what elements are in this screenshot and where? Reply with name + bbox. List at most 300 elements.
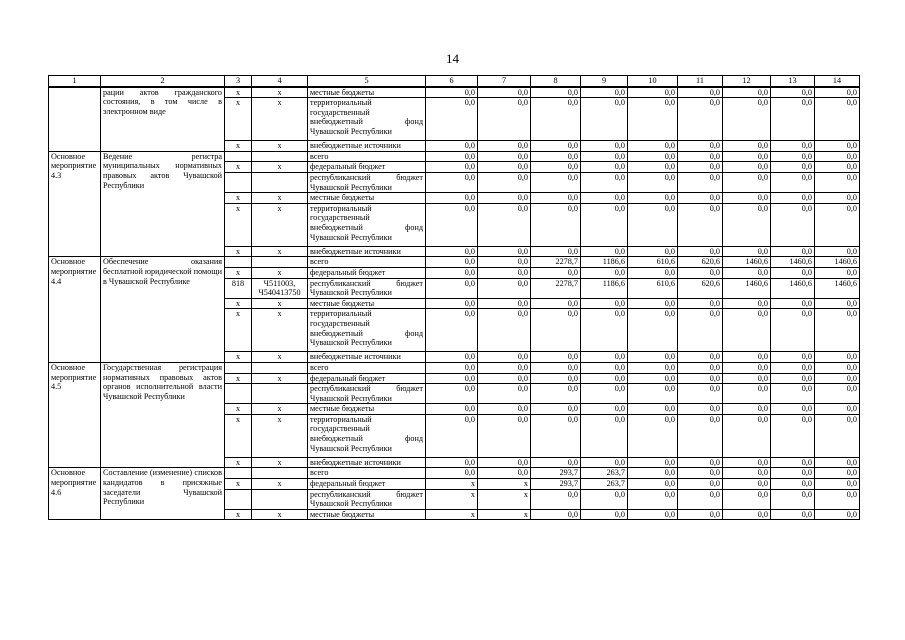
amount-cell: 0,0 (678, 352, 723, 363)
budget-classification-code (252, 257, 308, 268)
column-number: 8 (531, 76, 581, 87)
amount-cell: 0,0 (628, 87, 678, 98)
amount-cell: 0,0 (815, 362, 860, 373)
amount-cell: 0,0 (678, 172, 723, 192)
amount-cell: 0,0 (581, 509, 628, 520)
amount-cell: 0,0 (723, 151, 771, 162)
amount-cell: 0,0 (815, 87, 860, 98)
amount-cell: 1460,6 (771, 278, 815, 298)
funding-source: всего (308, 151, 426, 162)
funding-source: местные бюджеты (308, 193, 426, 204)
amount-cell: 0,0 (678, 203, 723, 246)
amount-cell: 0,0 (478, 162, 531, 173)
column-number: 10 (628, 76, 678, 87)
amount-cell: 0,0 (678, 509, 723, 520)
funding-source: всего (308, 468, 426, 479)
amount-cell: 0,0 (478, 151, 531, 162)
budget-classification-code: x (252, 267, 308, 278)
column-number: 12 (723, 76, 771, 87)
amount-cell: 0,0 (478, 384, 531, 404)
amount-cell: 0,0 (581, 352, 628, 363)
amount-cell: 0,0 (531, 172, 581, 192)
amount-cell: 0,0 (678, 98, 723, 141)
budget-classification-code: x (252, 246, 308, 257)
amount-cell: 0,0 (678, 193, 723, 204)
amount-cell: 0,0 (478, 98, 531, 141)
amount-cell: 0,0 (581, 373, 628, 384)
funding-source: республиканский бюджет Чувашской Республики (308, 278, 426, 298)
amount-cell: 0,0 (723, 203, 771, 246)
amount-cell: 0,0 (815, 98, 860, 141)
event-label (49, 87, 101, 152)
amount-cell: 0,0 (678, 162, 723, 173)
amount-cell: 0,0 (723, 414, 771, 457)
amount-cell: 0,0 (628, 203, 678, 246)
amount-cell: 0,0 (531, 352, 581, 363)
amount-cell: 0,0 (815, 151, 860, 162)
amount-cell: х (478, 489, 531, 509)
amount-cell: 0,0 (478, 87, 531, 98)
funding-source: республиканский бюджет Чувашской Республики (308, 489, 426, 509)
amount-cell: 1460,6 (771, 257, 815, 268)
funding-source: внебюджетные источники (308, 141, 426, 152)
amount-cell: 0,0 (478, 203, 531, 246)
funding-source: республиканский бюджет Чувашской Республики (308, 384, 426, 404)
amount-cell: 0,0 (581, 309, 628, 352)
column-number: 6 (426, 76, 478, 87)
amount-cell: 293,7 (531, 479, 581, 490)
amount-cell: 0,0 (531, 203, 581, 246)
budget-classification-code: x (252, 141, 308, 152)
amount-cell: 610,6 (628, 257, 678, 268)
responsible-code: x (225, 162, 252, 173)
amount-cell: 263,7 (581, 479, 628, 490)
amount-cell: 0,0 (581, 87, 628, 98)
responsible-code: x (225, 373, 252, 384)
amount-cell: 0,0 (771, 384, 815, 404)
amount-cell: 0,0 (815, 479, 860, 490)
amount-cell: 0,0 (771, 141, 815, 152)
amount-cell: 0,0 (771, 151, 815, 162)
amount-cell: 0,0 (771, 509, 815, 520)
budget-classification-code: x (252, 479, 308, 490)
amount-cell: 0,0 (478, 246, 531, 257)
amount-cell: 0,0 (478, 298, 531, 309)
amount-cell: 0,0 (771, 246, 815, 257)
amount-cell: 293,7 (531, 468, 581, 479)
amount-cell: 0,0 (531, 193, 581, 204)
budget-classification-code: x (252, 87, 308, 98)
funding-source: местные бюджеты (308, 509, 426, 520)
budget-classification-code: x (252, 162, 308, 173)
responsible-code: x (225, 414, 252, 457)
column-number-row (49, 76, 860, 87)
amount-cell: 0,0 (771, 404, 815, 415)
amount-cell: 0,0 (581, 384, 628, 404)
amount-cell: 0,0 (628, 309, 678, 352)
amount-cell: 0,0 (426, 151, 478, 162)
amount-cell: 0,0 (531, 298, 581, 309)
amount-cell: х (426, 479, 478, 490)
amount-cell: 263,7 (581, 468, 628, 479)
column-number: 5 (308, 76, 426, 87)
amount-cell: 0,0 (478, 404, 531, 415)
event-label: Основное мероприятие 4.6 (49, 468, 101, 520)
funding-source: федеральный бюджет (308, 162, 426, 173)
budget-classification-code: x (252, 457, 308, 468)
responsible-code (225, 489, 252, 509)
column-number: 3 (225, 76, 252, 87)
amount-cell: 0,0 (426, 193, 478, 204)
amount-cell: 0,0 (723, 362, 771, 373)
amount-cell: 0,0 (531, 98, 581, 141)
amount-cell: 1460,6 (723, 278, 771, 298)
amount-cell: 0,0 (815, 172, 860, 192)
responsible-code (225, 468, 252, 479)
amount-cell: 0,0 (678, 414, 723, 457)
amount-cell: 0,0 (723, 246, 771, 257)
amount-cell: 0,0 (426, 162, 478, 173)
column-number: 4 (252, 76, 308, 87)
amount-cell: 0,0 (815, 309, 860, 352)
amount-cell: 0,0 (581, 172, 628, 192)
amount-cell: 0,0 (723, 162, 771, 173)
amount-cell: 0,0 (426, 267, 478, 278)
amount-cell: 0,0 (478, 309, 531, 352)
budget-classification-code: x (252, 404, 308, 415)
amount-cell: 0,0 (771, 373, 815, 384)
amount-cell: 0,0 (628, 246, 678, 257)
funding-source: федеральный бюджет (308, 479, 426, 490)
amount-cell: 0,0 (678, 309, 723, 352)
amount-cell: 0,0 (581, 162, 628, 173)
responsible-code: x (225, 203, 252, 246)
amount-cell: х (478, 509, 531, 520)
amount-cell: 0,0 (678, 87, 723, 98)
amount-cell: 0,0 (531, 489, 581, 509)
amount-cell: х (478, 479, 531, 490)
budget-classification-code: x (252, 352, 308, 363)
amount-cell: 0,0 (771, 468, 815, 479)
amount-cell: 0,0 (531, 141, 581, 152)
amount-cell: 0,0 (678, 373, 723, 384)
amount-cell: 0,0 (723, 468, 771, 479)
amount-cell: 0,0 (478, 468, 531, 479)
page-number: 14 (446, 51, 459, 66)
amount-cell: 610,6 (628, 278, 678, 298)
amount-cell: 0,0 (478, 362, 531, 373)
amount-cell: 2278,7 (531, 257, 581, 268)
amount-cell: 0,0 (478, 352, 531, 363)
amount-cell: 0,0 (531, 384, 581, 404)
amount-cell: 0,0 (815, 489, 860, 509)
responsible-code: x (225, 141, 252, 152)
amount-cell: 0,0 (581, 203, 628, 246)
funding-source: территориальный государственный внебюджетный фонд Чувашской Республики (308, 414, 426, 457)
amount-cell: 0,0 (723, 479, 771, 490)
event-label: Основное мероприятие 4.4 (49, 257, 101, 363)
budget-table (48, 75, 860, 520)
amount-cell: 0,0 (815, 384, 860, 404)
amount-cell: 0,0 (815, 509, 860, 520)
amount-cell: 0,0 (581, 414, 628, 457)
responsible-code: x (225, 352, 252, 363)
budget-classification-code: x (252, 309, 308, 352)
amount-cell: 0,0 (426, 414, 478, 457)
amount-cell: 0,0 (723, 172, 771, 192)
amount-cell: 0,0 (723, 509, 771, 520)
amount-cell: 0,0 (426, 141, 478, 152)
table-row (49, 257, 860, 268)
amount-cell: 0,0 (723, 373, 771, 384)
responsible-code: x (225, 309, 252, 352)
amount-cell: 0,0 (771, 298, 815, 309)
amount-cell: 0,0 (678, 457, 723, 468)
responsible-code: x (225, 267, 252, 278)
funding-source: территориальный государственный внебюджетный фонд Чувашской Республики (308, 98, 426, 141)
amount-cell: 0,0 (581, 362, 628, 373)
amount-cell: 0,0 (426, 373, 478, 384)
amount-cell: 0,0 (723, 267, 771, 278)
amount-cell: 0,0 (628, 362, 678, 373)
amount-cell: 0,0 (678, 362, 723, 373)
column-number: 13 (771, 76, 815, 87)
amount-cell: 0,0 (426, 172, 478, 192)
column-number: 14 (815, 76, 860, 87)
amount-cell: 0,0 (426, 203, 478, 246)
funding-source: федеральный бюджет (308, 373, 426, 384)
amount-cell: 0,0 (723, 404, 771, 415)
amount-cell: 0,0 (771, 98, 815, 141)
amount-cell: 0,0 (723, 193, 771, 204)
column-number: 2 (101, 76, 225, 87)
responsible-code: x (225, 404, 252, 415)
responsible-code: x (225, 457, 252, 468)
funding-source: местные бюджеты (308, 298, 426, 309)
amount-cell: 2278,7 (531, 278, 581, 298)
amount-cell: 0,0 (771, 362, 815, 373)
amount-cell: 0,0 (628, 373, 678, 384)
table-row (49, 87, 860, 98)
event-name: Государственная регистрация нормативных правовых актов органов исполнительной власти Чувашской Республики (101, 362, 225, 468)
amount-cell: 0,0 (678, 246, 723, 257)
budget-classification-code (252, 384, 308, 404)
responsible-code: 818 (225, 278, 252, 298)
amount-cell: 0,0 (531, 246, 581, 257)
amount-cell: 1186,6 (581, 257, 628, 268)
budget-classification-code: Ч511003, Ч540413750 (252, 278, 308, 298)
amount-cell: 0,0 (628, 151, 678, 162)
amount-cell: 0,0 (628, 352, 678, 363)
amount-cell: 0,0 (426, 257, 478, 268)
amount-cell: 0,0 (815, 298, 860, 309)
funding-source: федеральный бюджет (308, 267, 426, 278)
budget-classification-code: x (252, 414, 308, 457)
amount-cell: 0,0 (628, 509, 678, 520)
amount-cell: 0,0 (628, 98, 678, 141)
amount-cell: 0,0 (531, 509, 581, 520)
funding-source: внебюджетные источники (308, 246, 426, 257)
column-number: 1 (49, 76, 101, 87)
amount-cell: 0,0 (815, 246, 860, 257)
amount-cell: 0,0 (815, 203, 860, 246)
amount-cell: 0,0 (815, 404, 860, 415)
amount-cell: 0,0 (678, 479, 723, 490)
budget-classification-code (252, 151, 308, 162)
amount-cell: 0,0 (771, 87, 815, 98)
amount-cell: 0,0 (678, 267, 723, 278)
amount-cell: 0,0 (678, 141, 723, 152)
budget-classification-code: x (252, 373, 308, 384)
responsible-code (225, 257, 252, 268)
amount-cell: 0,0 (771, 309, 815, 352)
budget-classification-code: x (252, 509, 308, 520)
amount-cell: 0,0 (478, 267, 531, 278)
amount-cell: 0,0 (426, 278, 478, 298)
amount-cell: 0,0 (723, 384, 771, 404)
amount-cell: 0,0 (815, 373, 860, 384)
funding-source: местные бюджеты (308, 87, 426, 98)
amount-cell: 0,0 (771, 489, 815, 509)
budget-classification-code: x (252, 203, 308, 246)
amount-cell: 0,0 (678, 298, 723, 309)
funding-source: местные бюджеты (308, 404, 426, 415)
amount-cell: 0,0 (678, 468, 723, 479)
table-row (49, 468, 860, 479)
budget-classification-code (252, 468, 308, 479)
amount-cell: 0,0 (581, 98, 628, 141)
amount-cell: 1460,6 (723, 257, 771, 268)
amount-cell: 0,0 (581, 457, 628, 468)
funding-source: внебюджетные источники (308, 457, 426, 468)
budget-classification-code (252, 172, 308, 192)
amount-cell: 0,0 (628, 298, 678, 309)
amount-cell: 0,0 (531, 162, 581, 173)
event-label: Основное мероприятие 4.3 (49, 151, 101, 257)
amount-cell: 0,0 (771, 162, 815, 173)
responsible-code: x (225, 193, 252, 204)
amount-cell: 0,0 (678, 489, 723, 509)
amount-cell: 0,0 (723, 141, 771, 152)
amount-cell: 0,0 (628, 162, 678, 173)
responsible-code: x (225, 246, 252, 257)
amount-cell: 0,0 (426, 246, 478, 257)
amount-cell: 0,0 (723, 457, 771, 468)
amount-cell: 0,0 (478, 257, 531, 268)
responsible-code: x (225, 479, 252, 490)
responsible-code (225, 384, 252, 404)
amount-cell: 0,0 (426, 309, 478, 352)
amount-cell: 0,0 (678, 384, 723, 404)
amount-cell: 0,0 (815, 141, 860, 152)
table-body (49, 76, 860, 520)
amount-cell: 0,0 (815, 457, 860, 468)
amount-cell: 0,0 (628, 404, 678, 415)
amount-cell: 0,0 (531, 151, 581, 162)
amount-cell: 0,0 (678, 404, 723, 415)
amount-cell: 0,0 (815, 193, 860, 204)
funding-source: всего (308, 257, 426, 268)
amount-cell: 0,0 (628, 414, 678, 457)
amount-cell: 0,0 (478, 193, 531, 204)
amount-cell: 0,0 (628, 384, 678, 404)
amount-cell: 0,0 (581, 298, 628, 309)
event-name: Составление (изменение) списков кандидатов в присяжные заседатели Чувашской Республики (101, 468, 225, 520)
table-row (49, 362, 860, 373)
amount-cell: 0,0 (426, 298, 478, 309)
responsible-code (225, 172, 252, 192)
amount-cell: 0,0 (628, 489, 678, 509)
responsible-code (225, 151, 252, 162)
amount-cell: 0,0 (581, 193, 628, 204)
amount-cell: 0,0 (771, 414, 815, 457)
amount-cell: 0,0 (426, 384, 478, 404)
amount-cell: 0,0 (771, 457, 815, 468)
amount-cell: 1460,6 (815, 257, 860, 268)
amount-cell: 1460,6 (815, 278, 860, 298)
amount-cell: 0,0 (531, 414, 581, 457)
amount-cell: 0,0 (531, 87, 581, 98)
responsible-code: x (225, 298, 252, 309)
budget-classification-code: x (252, 98, 308, 141)
amount-cell: 0,0 (723, 98, 771, 141)
amount-cell: 0,0 (478, 141, 531, 152)
amount-cell: 0,0 (723, 309, 771, 352)
amount-cell: 0,0 (628, 141, 678, 152)
budget-classification-code (252, 362, 308, 373)
event-name: рации актов гражданского состояния, в том числе в электронном виде (101, 87, 225, 152)
amount-cell: 0,0 (478, 457, 531, 468)
amount-cell: 0,0 (426, 404, 478, 415)
amount-cell: 0,0 (628, 267, 678, 278)
amount-cell: 0,0 (815, 352, 860, 363)
amount-cell: 0,0 (478, 172, 531, 192)
amount-cell: 0,0 (771, 479, 815, 490)
amount-cell: 0,0 (426, 468, 478, 479)
amount-cell: 0,0 (531, 404, 581, 415)
column-number: 11 (678, 76, 723, 87)
amount-cell: 0,0 (426, 457, 478, 468)
amount-cell: 0,0 (771, 203, 815, 246)
amount-cell: 0,0 (426, 87, 478, 98)
amount-cell: 0,0 (723, 298, 771, 309)
amount-cell: 620,6 (678, 278, 723, 298)
responsible-code: x (225, 509, 252, 520)
budget-classification-code: x (252, 193, 308, 204)
amount-cell: 0,0 (628, 193, 678, 204)
responsible-code (225, 362, 252, 373)
amount-cell: 0,0 (771, 267, 815, 278)
amount-cell: 0,0 (815, 468, 860, 479)
amount-cell: 0,0 (426, 98, 478, 141)
amount-cell: 0,0 (531, 309, 581, 352)
amount-cell: 0,0 (531, 267, 581, 278)
table-row (49, 151, 860, 162)
responsible-code: x (225, 87, 252, 98)
event-name: Обеспечение оказания бесплатной юридической помощи в Чувашской Республике (101, 257, 225, 363)
amount-cell: 0,0 (771, 172, 815, 192)
column-number: 9 (581, 76, 628, 87)
funding-source: территориальный государственный внебюджетный фонд Чувашской Республики (308, 309, 426, 352)
budget-classification-code (252, 489, 308, 509)
amount-cell: 0,0 (581, 489, 628, 509)
amount-cell: 0,0 (426, 352, 478, 363)
amount-cell: 0,0 (815, 414, 860, 457)
amount-cell: х (426, 489, 478, 509)
funding-source: внебюджетные источники (308, 352, 426, 363)
amount-cell: х (426, 509, 478, 520)
event-name: Ведение регистра муниципальных нормативных правовых актов Чувашской Республики (101, 151, 225, 257)
